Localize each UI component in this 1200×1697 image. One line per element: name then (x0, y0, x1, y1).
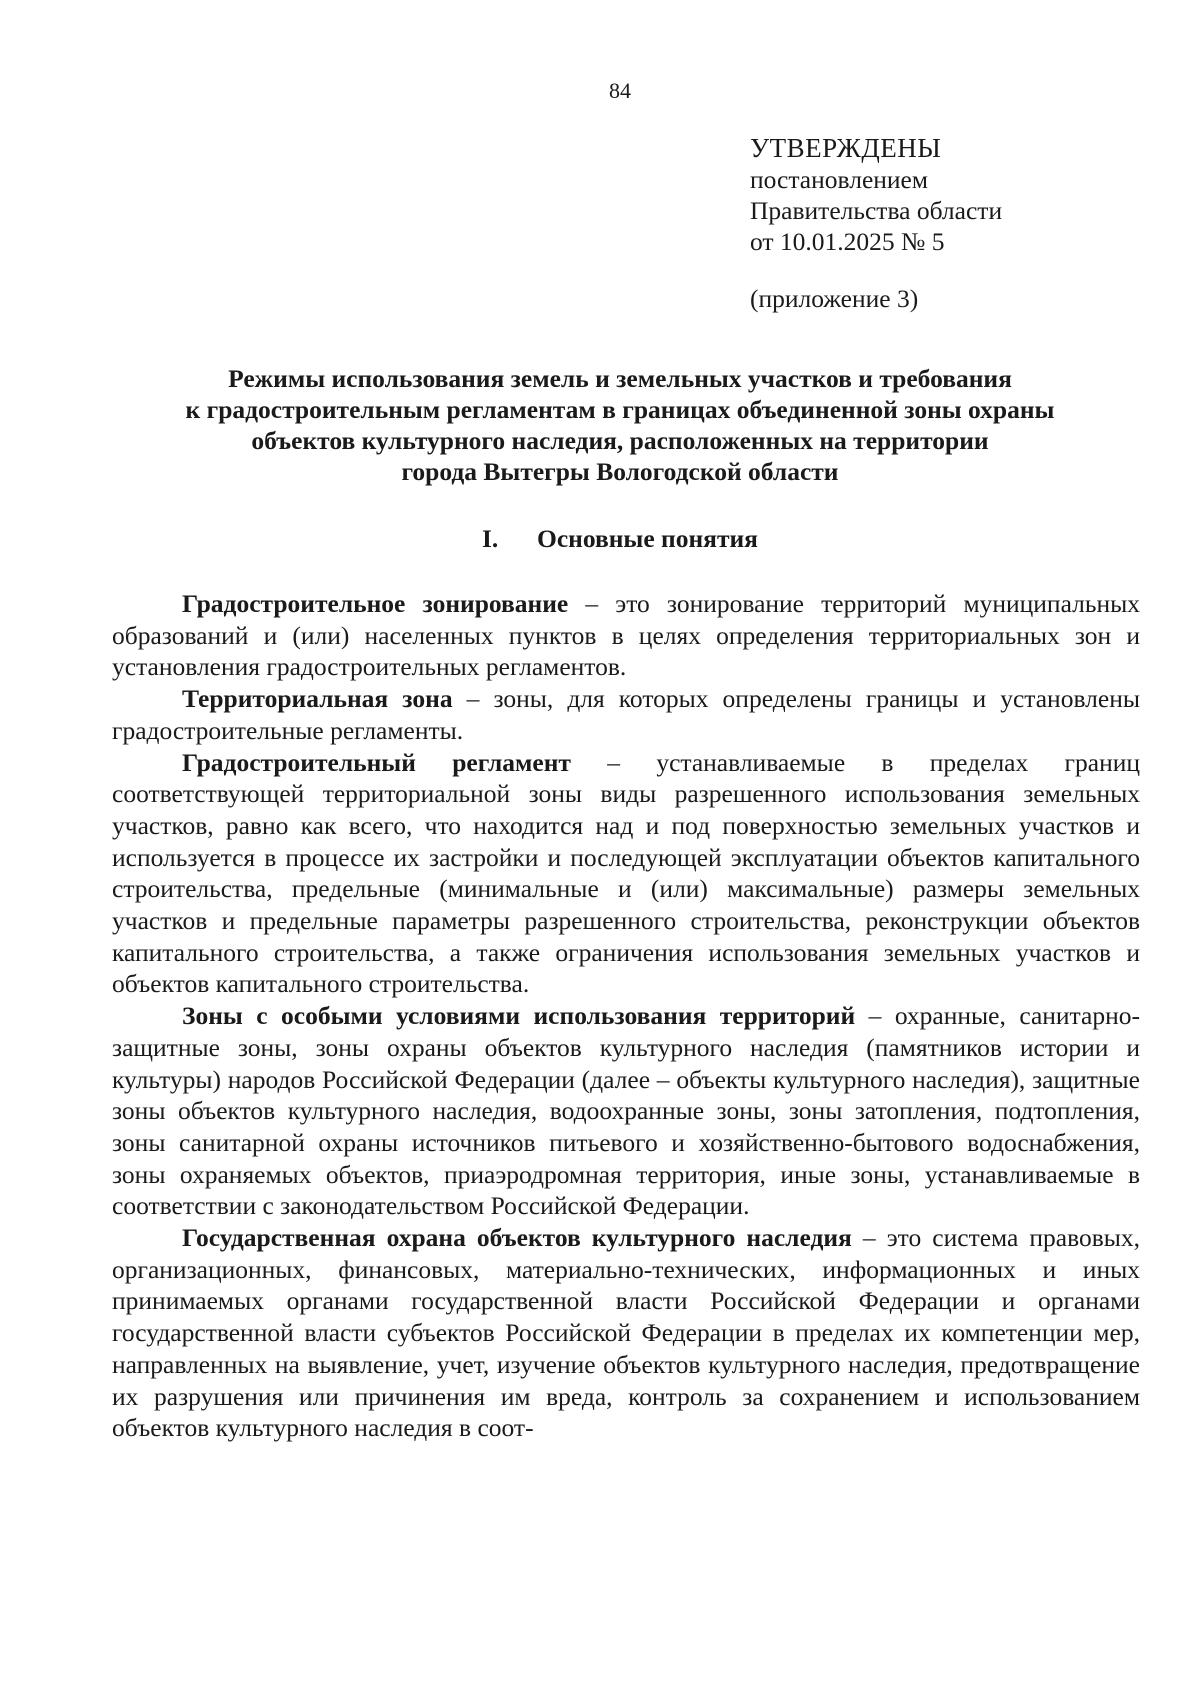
section-number: I. (482, 524, 499, 553)
definition-text: – устанавливаемые в пределах границ соответствующей территориальной зоны виды разрешенного использования земельных участков, равно как всего, что находится над и под поверхностью земельных участков и используется в процессе их застройки и последующей эксплуатации объектов капитального строительства, предельные (минимальные и (или) максимальные) размеры земельных участков и предельные параметры разрешенного строительства, реконструкции объектов капитального строительства, а также ограничения использования земельных участков и объектов капитального строительства. (112, 747, 1141, 999)
approval-line-2: Правительства области (750, 196, 1003, 225)
definition-text: – это зонирование территорий муниципальных образований и (или) населенных пунктов в целях определения территориальных зон и установления градостроительных регламентов. (112, 589, 1140, 682)
definition-text: – зоны, для которых определены границы и установлены градостроительные регламенты. (112, 684, 1140, 745)
section-title: Основные понятия (537, 524, 758, 553)
approval-heading: УТВЕРЖДЕНЫ (750, 133, 942, 163)
page-number: 84 (609, 78, 631, 103)
defined-term: Территориальная зона (182, 684, 453, 714)
title-line: Режимы использования земель и земельных участков и требования (228, 364, 1012, 393)
title-line: к градостроительным регламентам в границах объединенной зоны охраны (185, 395, 1055, 424)
defined-term: Градостроительное зонирование (182, 589, 569, 618)
definition-text: – охранные, санитарно-защитные зоны, зоны охраны объектов культурного наследия (памятников истории и культуры) народов Российской Федерации (далее – объекты культурного наследия), защитные зоны объектов культурного наследия, водоохранные зоны, зоны затопления, подтопления, зоны санитарной охраны источников питьевого и хозяйственно-бытового водоснабжения, зоны охраняемых объектов, приаэродромная территория, иные зоны, устанавливаемые в соответствии с законодательством Российской Федерации. (112, 1001, 1140, 1221)
definition-paragraph (112, 1000, 1140, 1222)
definition-paragraph (112, 683, 1140, 746)
approval-line-1: постановлением (750, 165, 929, 194)
body-text (112, 588, 1140, 1444)
approval-block (750, 133, 1170, 314)
title-line: города Вытегры Вологодской области (401, 457, 839, 486)
defined-term: Зоны с особыми условиями использования территорий (182, 1001, 856, 1031)
defined-term: Государственная охрана объектов культурного наследия (182, 1223, 852, 1253)
definition-paragraph (112, 747, 1140, 1001)
definition-paragraph (112, 588, 1140, 683)
title-line: объектов культурного наследия, расположенных на территории (251, 426, 989, 455)
approval-line-3: от 10.01.2025 № 5 (750, 227, 945, 256)
appendix-note: (приложение 3) (750, 284, 919, 313)
definition-paragraph (112, 1222, 1140, 1444)
definition-text: – это система правовых, организационных, финансовых, материально-технических, информационных и иных принимаемых органами государственной власти Российской Федерации и органами государственной власти субъектов Российской Федерации в пределах их компетенции мер, направленных на выявление, учет, изучение объектов культурного наследия, предотвращение их разрушения или причинения им вреда, контроль за сохранением и использованием объектов культурного наследия в соот- (112, 1223, 1141, 1443)
document-title (100, 363, 1140, 487)
defined-term: Градостроительный регламент (182, 747, 571, 777)
